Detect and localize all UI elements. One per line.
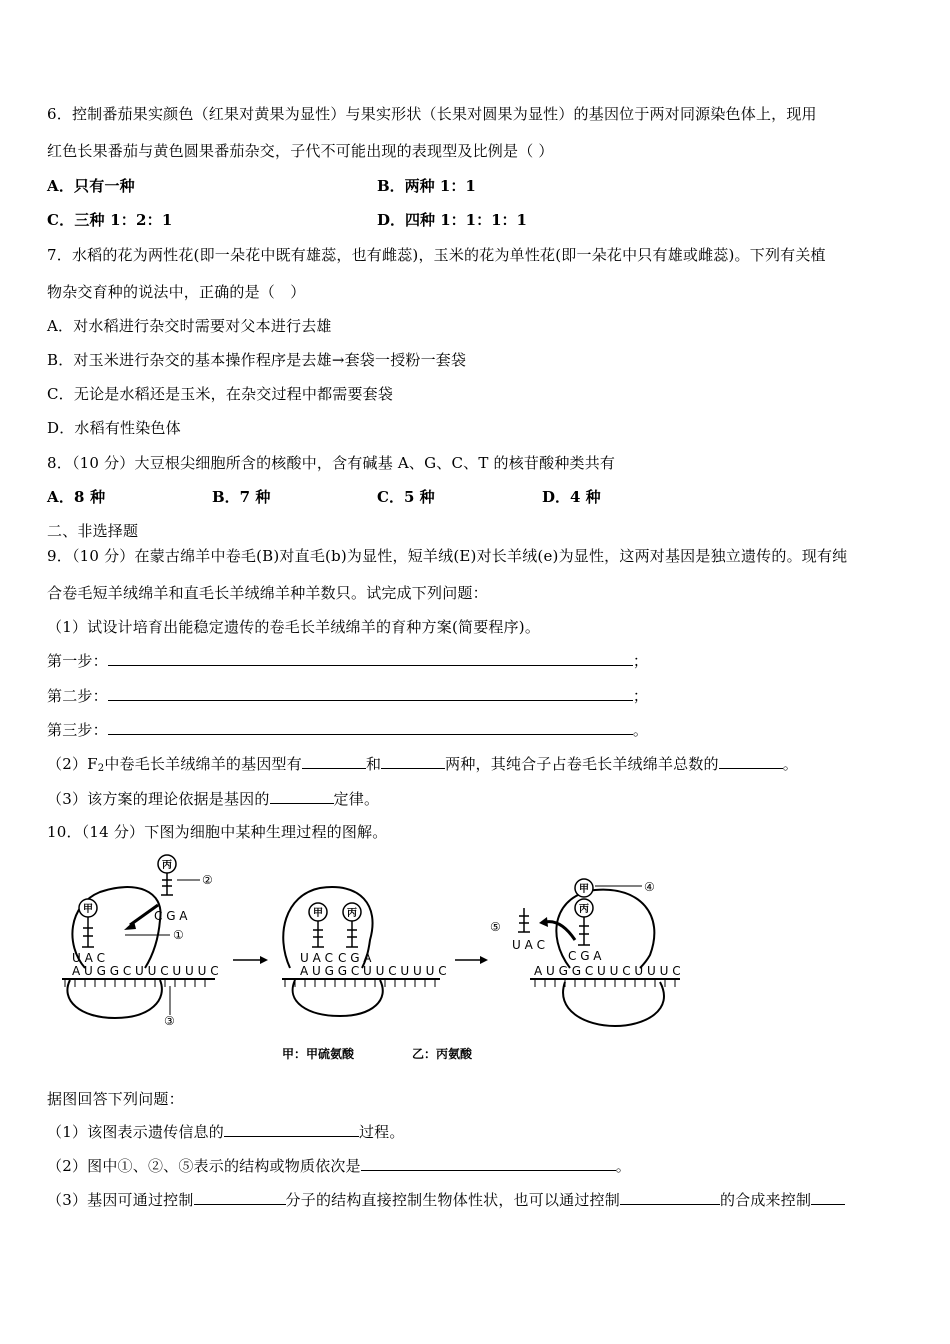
q9-part2-text-a: （2）F (47, 755, 98, 773)
q9-step3-row (47, 719, 648, 740)
q9-step1-end: ； (632, 652, 649, 670)
q9-step2-label: 第二步： (47, 687, 108, 705)
q10-part2-text-a: （2）图中①、②、⑤表示的结构或物质依次是 (47, 1157, 361, 1175)
q10-part1-text-b: 过程。 (358, 1123, 405, 1141)
anticodon-uac-2: U A C (300, 951, 333, 965)
q6-stem-line2: 红色长果番茄与黄色圆果番茄杂交，子代不可能出现的表现型及比例是（ ） (47, 142, 554, 160)
q9-part3-text-a: （3）该方案的理论依据是基因的 (47, 790, 270, 808)
q10-part3 (47, 1189, 845, 1210)
q9-part2-subscript: 2 (97, 763, 105, 774)
anticodon-uac-1: U A C (72, 951, 105, 965)
q9-part2-text-c: 和 (365, 755, 382, 773)
amino-acid-bing-label-1: 丙 (162, 860, 172, 871)
q8-stem: 8．（10 分）大豆根尖细胞所含的核酸中，含有碱基 A、G、C、T 的核苷酸种类共有 (47, 454, 616, 472)
section-heading: 二、非选择题 (47, 522, 139, 540)
q9-part2-blank1[interactable] (302, 754, 366, 769)
q10-part1 (47, 1121, 405, 1142)
ribosome-3-small-subunit (563, 982, 664, 1026)
q6-option-a: A．只有一种 (47, 177, 135, 195)
q9-step1-label: 第一步： (47, 652, 108, 670)
amino-acid-jia-label-1: 甲 (83, 904, 93, 915)
ribosome-2-small-subunit (293, 980, 383, 1016)
legend-jia: 甲：甲硫氨酸 (282, 1047, 355, 1061)
q10-part1-blank[interactable] (224, 1122, 359, 1137)
q10-part3-blank2[interactable] (620, 1190, 720, 1205)
q7-option-b: B．对玉米进行杂交的基本操作程序是去雄→套袋一授粉一套袋 (47, 351, 467, 369)
q9-part2 (47, 753, 798, 774)
q7-option-d: D．水稻有性染色体 (47, 419, 181, 437)
q9-part2-text-e: 。 (782, 755, 798, 773)
q9-step1-row (47, 650, 648, 671)
amino-acid-bing-label-3: 丙 (579, 904, 589, 915)
q9-step1-blank[interactable] (108, 651, 633, 666)
mrna-sequence-3: A U G G C U U C U U U C (534, 964, 681, 978)
q6-stem-line1: 6．控制番茄果实颜色（红果对黄果为显性）与果实形状（长果对圆果为显性）的基因位于两对同源染色体上，现用 (47, 105, 817, 123)
q9-part3-text-b: 定律。 (333, 790, 380, 808)
q6-option-c: C．三种 1：2：1 (47, 211, 173, 229)
q9-part2-blank2[interactable] (381, 754, 445, 769)
q10-stem: 10．（14 分）下图为细胞中某种生理过程的图解。 (47, 823, 388, 841)
mrna-sequence-2: A U G G C U U C U U U C (300, 964, 447, 978)
q8-option-b: B．7 种 (212, 488, 271, 506)
q9-part3 (47, 788, 379, 809)
mrna-sequence-1: A U G G C U U C U U U C (72, 964, 219, 978)
q9-step2-row (47, 685, 648, 706)
legend-yi: 乙：丙氨酸 (412, 1047, 473, 1061)
label-4: ④ (644, 880, 655, 894)
q9-stem-line1: 9．（10 分）在蒙古绵羊中卷毛(B)对直毛(b)为显性，短羊绒(E)对长羊绒(e)为显性，这两对基因是独立遗传的。现有纯 (47, 547, 848, 565)
amino-acid-jia-label-3: 甲 (579, 884, 589, 895)
q10-part2-blank[interactable] (361, 1156, 616, 1171)
q9-stem-line2: 合卷毛短羊绒绵羊和直毛长羊绒绵羊种羊数只。试完成下列问题： (47, 584, 488, 602)
q6-option-d: D．四种 1：1：1：1 (377, 211, 527, 229)
q10-part3-blank3[interactable] (811, 1190, 845, 1205)
anticodon-cga-2: C G A (338, 951, 372, 965)
label-2: ② (202, 873, 213, 887)
label-1: ① (173, 928, 184, 942)
q9-part2-blank3[interactable] (719, 754, 783, 769)
q10-part3-text-c: 的合成来控制 (719, 1191, 812, 1209)
q10-part3-text-a: （3）基因可通过控制 (47, 1191, 194, 1209)
q9-step2-end: ； (632, 687, 649, 705)
anticodon-cga-3: C G A (568, 949, 602, 963)
q9-part2-text-d: 两种，其纯合子占卷毛长羊绒绵羊总数的 (445, 755, 719, 773)
q10-part3-text-b: 分子的结构直接控制生物体性状，也可以通过控制 (285, 1191, 620, 1209)
q10-part2-text-b: 。 (615, 1157, 631, 1175)
q8-option-d: D．4 种 (542, 488, 601, 506)
q9-step3-blank[interactable] (108, 720, 633, 735)
q9-step2-blank[interactable] (108, 686, 633, 701)
q7-stem-line1: 7．水稻的花为两性花(即一朵花中既有雄蕊，也有雌蕊)，玉米的花为单性花(即一朵花中只有雄或雌蕊)。下列有关植 (47, 246, 826, 264)
amino-acid-bing-label-2: 丙 (347, 908, 357, 919)
label-3: ③ (164, 1014, 175, 1028)
q9-part3-blank[interactable] (270, 789, 334, 804)
q8-option-a: A．8 种 (47, 488, 106, 506)
amino-acid-jia-label-2: 甲 (313, 908, 323, 919)
q8-option-c: C．5 种 (377, 488, 435, 506)
q7-stem-line2: 物杂交育种的说法中，正确的是（ ） (47, 283, 306, 301)
anticodon-uac-3: U A C (512, 938, 545, 952)
q10-part3-blank1[interactable] (194, 1190, 286, 1205)
q10-intro: 据图回答下列问题： (47, 1090, 184, 1108)
anticodon-cga-1: C G A (154, 909, 188, 923)
q9-step3-end: 。 (632, 721, 649, 739)
translation-diagram (50, 850, 710, 1072)
q6-option-b: B．两种 1：1 (377, 177, 476, 195)
label-5: ⑤ (490, 920, 501, 934)
q10-part1-text-a: （1）该图表示遗传信息的 (47, 1123, 224, 1141)
q7-option-c: C．无论是水稻还是玉米，在杂交过程中都需要套袋 (47, 385, 394, 403)
q7-option-a: A．对水稻进行杂交时需要对父本进行去雄 (47, 317, 332, 335)
q9-part2-text-b: 中卷毛长羊绒绵羊的基因型有 (104, 755, 302, 773)
q10-part2 (47, 1155, 631, 1176)
arrow-trna-exit (545, 922, 575, 940)
trna-released (518, 908, 530, 932)
q9-part1: （1）试设计培育出能稳定遗传的卷毛长羊绒绵羊的育种方案(简要程序)。 (47, 618, 541, 636)
q9-step3-label: 第三步： (47, 721, 108, 739)
trna-free-1 (161, 873, 173, 895)
